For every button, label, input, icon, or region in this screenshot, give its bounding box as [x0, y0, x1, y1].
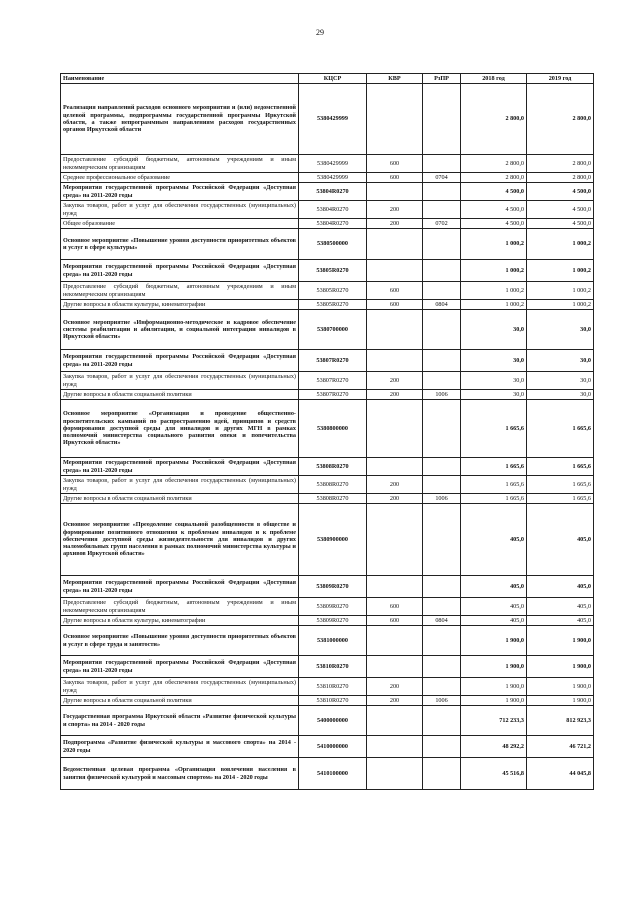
row-2019-cell: 44 045,8: [527, 758, 594, 790]
row-2019-cell: 1 000,2: [527, 260, 594, 282]
row-kvr-cell: 200: [367, 201, 423, 219]
row-kcsr-cell: 5380429999: [299, 84, 367, 155]
row-2018-cell: 2 800,0: [461, 173, 527, 183]
row-name-cell: Мероприятия государственной программы Российской Федерации «Доступная среда» на 2011-2020 годы: [61, 458, 299, 476]
row-kvr-cell: 600: [367, 598, 423, 616]
row-kvr-cell: 200: [367, 696, 423, 706]
header-2018: 2018 год: [461, 74, 527, 84]
row-rzpr-cell: 0704: [423, 173, 461, 183]
row-kcsr-cell: 5380429999: [299, 173, 367, 183]
row-kvr-cell: 200: [367, 494, 423, 504]
row-kcsr-cell: 53807R0270: [299, 350, 367, 372]
row-kcsr-cell: 53808R0270: [299, 476, 367, 494]
row-2019-cell: 1 000,2: [527, 229, 594, 260]
row-name-cell: Основное мероприятие «Информационно-методическое и кадровое обеспечение системы реабилитации и абилитации, и социальной интеграции инвалидов в Иркутской области»: [61, 310, 299, 350]
row-2018-cell: 405,0: [461, 576, 527, 598]
row-kvr-cell: [367, 310, 423, 350]
row-name-cell: Предоставление субсидий бюджетным, автономным учреждениям и иным некоммерческим организациям: [61, 155, 299, 173]
row-rzpr-cell: [423, 229, 461, 260]
row-rzpr-cell: [423, 458, 461, 476]
row-2019-cell: 30,0: [527, 372, 594, 390]
row-name-cell: Предоставление субсидий бюджетным, автономным учреждениям и иным некоммерческим организациям: [61, 282, 299, 300]
row-name-cell: Закупка товаров, работ и услуг для обеспечения государственных (муниципальных) нужд: [61, 476, 299, 494]
row-kcsr-cell: 53810R0270: [299, 656, 367, 678]
row-2018-cell: 30,0: [461, 372, 527, 390]
row-kcsr-cell: 53809R0270: [299, 576, 367, 598]
row-2018-cell: 4 500,0: [461, 183, 527, 201]
table-row: [61, 656, 594, 678]
header-2019: 2019 год: [527, 74, 594, 84]
row-2019-cell: 2 800,0: [527, 155, 594, 173]
row-2019-cell: 46 721,2: [527, 736, 594, 758]
row-2019-cell: 1 900,0: [527, 696, 594, 706]
row-kcsr-cell: 53804R0270: [299, 183, 367, 201]
table-row: [61, 476, 594, 494]
row-kcsr-cell: 5400000000: [299, 706, 367, 736]
row-name-cell: Мероприятия государственной программы Российской Федерации «Доступная среда» на 2011-2020 годы: [61, 576, 299, 598]
row-kvr-cell: 200: [367, 219, 423, 229]
row-rzpr-cell: 0702: [423, 219, 461, 229]
row-2019-cell: 30,0: [527, 310, 594, 350]
row-kcsr-cell: 53805R0270: [299, 282, 367, 300]
row-rzpr-cell: [423, 626, 461, 656]
row-2018-cell: 30,0: [461, 390, 527, 400]
row-rzpr-cell: [423, 476, 461, 494]
row-2019-cell: 405,0: [527, 598, 594, 616]
table-header-row: [61, 74, 594, 84]
row-2019-cell: 405,0: [527, 616, 594, 626]
table-body: [61, 84, 594, 790]
row-kvr-cell: [367, 656, 423, 678]
row-2018-cell: 1 665,6: [461, 458, 527, 476]
header-kvr: КВР: [367, 74, 423, 84]
table-row: [61, 626, 594, 656]
row-kvr-cell: [367, 260, 423, 282]
row-kcsr-cell: 53808R0270: [299, 458, 367, 476]
row-2019-cell: 2 800,0: [527, 173, 594, 183]
row-name-cell: Другие вопросы в области культуры, кинематографии: [61, 616, 299, 626]
row-2018-cell: 1 000,2: [461, 282, 527, 300]
row-2019-cell: 405,0: [527, 504, 594, 576]
row-kcsr-cell: 53804R0270: [299, 219, 367, 229]
row-kcsr-cell: 5381000000: [299, 626, 367, 656]
row-rzpr-cell: [423, 758, 461, 790]
row-kcsr-cell: 53809R0270: [299, 598, 367, 616]
row-kcsr-cell: 53807R0270: [299, 372, 367, 390]
row-2019-cell: 1 000,2: [527, 282, 594, 300]
row-name-cell: Подпрограмма «Развитие физической культуры и массового спорта» на 2014 - 2020 годы: [61, 736, 299, 758]
row-kvr-cell: 200: [367, 678, 423, 696]
row-2018-cell: 405,0: [461, 598, 527, 616]
row-rzpr-cell: [423, 678, 461, 696]
table-row: [61, 706, 594, 736]
row-kcsr-cell: 53810R0270: [299, 678, 367, 696]
row-2018-cell: 1 000,2: [461, 229, 527, 260]
row-name-cell: Основное мероприятие «Преодоление социальной разобщенности в обществе и формирование позитивного отношения к проблемам инвалидов и к проблеме обеспечения доступной среды жизнедеятельности для инвалидов и других маломобильных групп населения в рамках полномочий министерства культуры и архивов Иркутской области»: [61, 504, 299, 576]
row-rzpr-cell: [423, 201, 461, 219]
row-rzpr-cell: 1006: [423, 696, 461, 706]
row-2019-cell: 1 665,6: [527, 476, 594, 494]
row-kvr-cell: [367, 183, 423, 201]
row-rzpr-cell: [423, 282, 461, 300]
row-kvr-cell: [367, 758, 423, 790]
row-name-cell: Предоставление субсидий бюджетным, автономным учреждениям и иным некоммерческим организациям: [61, 598, 299, 616]
row-2019-cell: 2 800,0: [527, 84, 594, 155]
row-2018-cell: 1 900,0: [461, 656, 527, 678]
row-rzpr-cell: [423, 260, 461, 282]
row-kvr-cell: 600: [367, 300, 423, 310]
row-kcsr-cell: 5410000000: [299, 736, 367, 758]
row-rzpr-cell: 0804: [423, 300, 461, 310]
table-row: [61, 282, 594, 300]
row-2019-cell: 812 923,3: [527, 706, 594, 736]
row-kvr-cell: 200: [367, 372, 423, 390]
table-row: [61, 494, 594, 504]
row-2018-cell: 1 665,6: [461, 476, 527, 494]
row-2019-cell: 1 900,0: [527, 656, 594, 678]
row-kvr-cell: [367, 84, 423, 155]
row-rzpr-cell: [423, 706, 461, 736]
row-kcsr-cell: 53810R0270: [299, 696, 367, 706]
row-2019-cell: 30,0: [527, 350, 594, 372]
table-row: [61, 598, 594, 616]
row-rzpr-cell: [423, 598, 461, 616]
row-2019-cell: 1 000,2: [527, 300, 594, 310]
row-kcsr-cell: 5380900000: [299, 504, 367, 576]
row-rzpr-cell: [423, 183, 461, 201]
row-name-cell: Мероприятия государственной программы Российской Федерации «Доступная среда» на 2011-2020 годы: [61, 656, 299, 678]
row-2019-cell: 4 500,0: [527, 201, 594, 219]
row-kvr-cell: 200: [367, 390, 423, 400]
row-kcsr-cell: 5380500000: [299, 229, 367, 260]
row-kvr-cell: [367, 504, 423, 576]
row-name-cell: Мероприятия государственной программы Российской Федерации «Доступная среда» на 2011-2020 годы: [61, 350, 299, 372]
row-rzpr-cell: [423, 310, 461, 350]
row-2019-cell: 4 500,0: [527, 183, 594, 201]
table-row: [61, 219, 594, 229]
row-kvr-cell: 600: [367, 173, 423, 183]
row-name-cell: Мероприятия государственной программы Российской Федерации «Доступная среда» на 2011-2020 годы: [61, 183, 299, 201]
table-row: [61, 504, 594, 576]
row-kvr-cell: [367, 706, 423, 736]
row-name-cell: Закупка товаров, работ и услуг для обеспечения государственных (муниципальных) нужд: [61, 678, 299, 696]
row-name-cell: Другие вопросы в области культуры, кинематографии: [61, 300, 299, 310]
row-rzpr-cell: [423, 576, 461, 598]
row-2019-cell: 4 500,0: [527, 219, 594, 229]
row-kcsr-cell: 53805R0270: [299, 300, 367, 310]
row-2018-cell: 405,0: [461, 616, 527, 626]
row-2018-cell: 1 900,0: [461, 678, 527, 696]
header-name: Наименование: [61, 74, 299, 84]
row-2018-cell: 45 516,8: [461, 758, 527, 790]
row-2018-cell: 1 000,2: [461, 300, 527, 310]
row-2018-cell: 1 665,6: [461, 400, 527, 458]
row-2018-cell: 1 900,0: [461, 626, 527, 656]
row-2019-cell: 30,0: [527, 390, 594, 400]
table-row: [61, 300, 594, 310]
row-kcsr-cell: 5380429999: [299, 155, 367, 173]
row-name-cell: Закупка товаров, работ и услуг для обеспечения государственных (муниципальных) нужд: [61, 372, 299, 390]
row-2018-cell: 2 800,0: [461, 155, 527, 173]
row-name-cell: Основное мероприятие «Повышение уровня доступности приоритетных объектов и услуг в сфере культуры»: [61, 229, 299, 260]
row-name-cell: Другие вопросы в области социальной политики: [61, 696, 299, 706]
row-kvr-cell: [367, 576, 423, 598]
header-rzpr: РзПР: [423, 74, 461, 84]
table-row: [61, 678, 594, 696]
row-kcsr-cell: 53805R0270: [299, 260, 367, 282]
row-name-cell: Государственная программа Иркутской области «Развитие физической культуры и спорта» на 2014 - 2020 годы: [61, 706, 299, 736]
row-2019-cell: 1 900,0: [527, 678, 594, 696]
row-name-cell: Основное мероприятие «Повышение уровня доступности приоритетных объектов и услуг в сфере труда и занятости»: [61, 626, 299, 656]
row-kvr-cell: [367, 229, 423, 260]
row-2019-cell: 1 900,0: [527, 626, 594, 656]
row-kcsr-cell: 5410100000: [299, 758, 367, 790]
row-name-cell: Основное мероприятие «Организация и проведение общественно-просветительских кампаний по распространению идей, принципов и средств формирования доступной среды для инвалидов и других МГН в рамках полномочий министерства социального развития опеки и попечительства Иркутской области»: [61, 400, 299, 458]
row-name-cell: Ведомственная целевая программа «Организация вовлечения населения в занятия физической культурой и массовым спортом» на 2014 - 2020 годы: [61, 758, 299, 790]
row-2019-cell: 1 665,6: [527, 458, 594, 476]
row-kvr-cell: 600: [367, 155, 423, 173]
row-2018-cell: 1 900,0: [461, 696, 527, 706]
row-rzpr-cell: 0804: [423, 616, 461, 626]
table-row: [61, 400, 594, 458]
row-kvr-cell: [367, 458, 423, 476]
table-row: [61, 616, 594, 626]
row-2019-cell: 1 665,6: [527, 400, 594, 458]
row-kvr-cell: [367, 350, 423, 372]
row-rzpr-cell: [423, 372, 461, 390]
row-rzpr-cell: [423, 504, 461, 576]
row-2018-cell: 4 500,0: [461, 219, 527, 229]
row-kvr-cell: 200: [367, 476, 423, 494]
row-2018-cell: 30,0: [461, 350, 527, 372]
row-kcsr-cell: 53804R0270: [299, 201, 367, 219]
table-row: [61, 229, 594, 260]
row-kcsr-cell: 5380700000: [299, 310, 367, 350]
table-row: [61, 372, 594, 390]
header-kcsr: КЦСР: [299, 74, 367, 84]
row-2018-cell: 4 500,0: [461, 201, 527, 219]
row-rzpr-cell: [423, 84, 461, 155]
row-name-cell: Среднее профессиональное образование: [61, 173, 299, 183]
table-row: [61, 758, 594, 790]
table-row: [61, 201, 594, 219]
budget-table: [60, 73, 594, 790]
row-kcsr-cell: 53808R0270: [299, 494, 367, 504]
row-rzpr-cell: [423, 155, 461, 173]
row-2019-cell: 405,0: [527, 576, 594, 598]
row-rzpr-cell: 1006: [423, 494, 461, 504]
table-row: [61, 84, 594, 155]
row-2018-cell: 30,0: [461, 310, 527, 350]
row-name-cell: Закупка товаров, работ и услуг для обеспечения государственных (муниципальных) нужд: [61, 201, 299, 219]
row-kcsr-cell: 53809R0270: [299, 616, 367, 626]
row-2018-cell: 2 800,0: [461, 84, 527, 155]
table-row: [61, 260, 594, 282]
table-row: [61, 155, 594, 173]
page-number: 29: [316, 28, 324, 37]
row-2018-cell: 1 000,2: [461, 260, 527, 282]
row-name-cell: Реализация направлений расходов основного мероприятия и (или) ведомственной целевой программы, подпрограммы государственной программы Иркутской области, а также непрограммным направлениям расходов государственных органов Иркутской области: [61, 84, 299, 155]
row-rzpr-cell: 1006: [423, 390, 461, 400]
row-rzpr-cell: [423, 400, 461, 458]
row-name-cell: Общее образование: [61, 219, 299, 229]
row-rzpr-cell: [423, 736, 461, 758]
row-kvr-cell: [367, 400, 423, 458]
row-2018-cell: 48 292,2: [461, 736, 527, 758]
table-row: [61, 173, 594, 183]
row-rzpr-cell: [423, 350, 461, 372]
row-2018-cell: 1 665,6: [461, 494, 527, 504]
row-kvr-cell: 600: [367, 616, 423, 626]
row-2018-cell: 712 233,3: [461, 706, 527, 736]
row-kvr-cell: [367, 736, 423, 758]
table-row: [61, 576, 594, 598]
row-kvr-cell: [367, 626, 423, 656]
table-row: [61, 736, 594, 758]
row-name-cell: Другие вопросы в области социальной политики: [61, 390, 299, 400]
table-row: [61, 310, 594, 350]
table-row: [61, 350, 594, 372]
table-row: [61, 183, 594, 201]
table-row: [61, 696, 594, 706]
row-name-cell: Мероприятия государственной программы Российской Федерации «Доступная среда» на 2011-2020 годы: [61, 260, 299, 282]
row-kvr-cell: 600: [367, 282, 423, 300]
row-kcsr-cell: 5380800000: [299, 400, 367, 458]
row-kcsr-cell: 53807R0270: [299, 390, 367, 400]
row-2019-cell: 1 665,6: [527, 494, 594, 504]
table-row: [61, 458, 594, 476]
table-row: [61, 390, 594, 400]
row-2018-cell: 405,0: [461, 504, 527, 576]
row-rzpr-cell: [423, 656, 461, 678]
row-name-cell: Другие вопросы в области социальной политики: [61, 494, 299, 504]
